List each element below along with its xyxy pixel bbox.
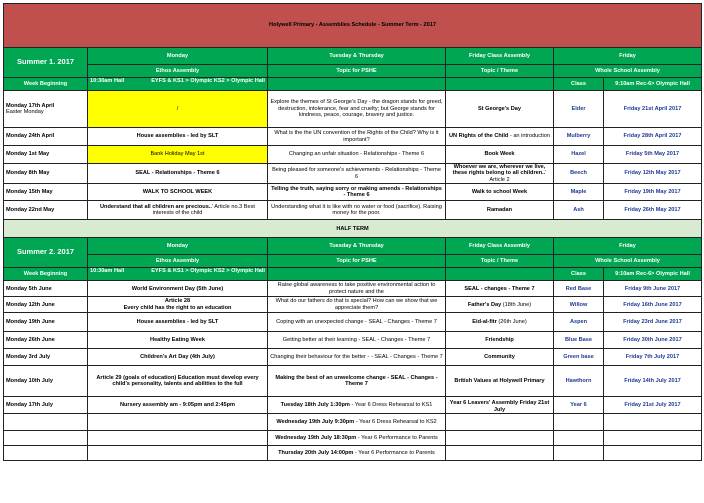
term2-col-monday: Monday [88,238,268,255]
term2-topic-header: Topic / Theme [446,255,554,268]
pshe-cell: What do our fathers do that is special? How can we show that we appreciate them? [268,297,446,313]
half-term-row [4,220,702,238]
week-cell: Monday 19th June [4,313,88,332]
document-title: Holywell Primary - Assemblies Schedule - Summer Term - 2017 [4,4,702,48]
term2-col-tuethu: Tuesday & Thursday [268,238,446,255]
class-cell: Maple [554,184,604,201]
term1-ethos-time-left: 10:30am Hall [90,78,125,84]
pshe-cell: Changing an unfair situation - Relationships - Theme 6 [268,146,446,164]
empty-cell [554,431,604,446]
term2-ethos-header: Ethos Assembly [88,255,268,268]
ethos-cell: SEAL - Relationships - Theme 6 [88,164,268,184]
term1-ethos-header: Ethos Assembly [88,65,268,78]
topic-cell: Walk to school Week [446,184,554,201]
class-cell: Blue Base [554,332,604,349]
table-row [4,349,702,366]
week-cell: Monday 8th May [4,164,88,184]
friday-date-cell: Friday 19th May 2017 [604,184,702,201]
table-row [4,366,702,397]
half-term-label: HALF TERM [4,220,702,238]
pshe-cell: Wednesday 19th July 18:30pm - Year 6 Performance to Parents [268,431,446,446]
ethos-cell: Article 29 (goals of education) Education must develop every child's personality, talents and abilities to the full [88,366,268,397]
week-cell: Monday 1st May [4,146,88,164]
friday-date-cell: Friday 7th July 2017 [604,349,702,366]
term2-subheader-row-2 [4,268,702,281]
friday-date-cell: Friday 16th June 2017 [604,297,702,313]
topic-cell: UN Rights of the Child - an introduction [446,128,554,146]
term1-topic-blank [446,78,554,91]
term2-pshe-header: Topic for PSHE [268,255,446,268]
table-row [4,332,702,349]
topic-cell: Whoever we are, wherever we live, these rights belong to all children..' Article 2 [446,164,554,184]
pshe-cell: Raise global awareness to take positive environmental action to protect nature and the [268,281,446,297]
topic-cell: British Values at Holywell Primary [446,366,554,397]
assemblies-schedule-table [3,3,702,461]
term1-ethos-time-right: EYFS & KS1 > Olympic KS2 > Olympic Hall [151,78,265,84]
term2-ethos-time-right: EYFS & KS1 > Olympic KS2 > Olympic Hall [151,268,265,275]
term2-week-header: Week Beginning [4,268,88,281]
term2-pshe-blank [268,268,446,281]
table-row [4,201,702,220]
empty-cell [604,446,702,461]
term1-pshe-blank [268,78,446,91]
friday-date-cell: Friday 14th July 2017 [604,366,702,397]
ethos-cell: Nursery assembly am - 9:05pm and 2:45pm [88,397,268,414]
empty-cell [88,431,268,446]
table-row [4,313,702,332]
friday-date-cell: Friday 28th April 2017 [604,128,702,146]
week-cell: Monday 3rd July [4,349,88,366]
table-row [4,281,702,297]
class-cell: Willow [554,297,604,313]
term1-col-friday: Friday [554,48,702,65]
term1-class-header: Class [554,78,604,91]
week-cell: Monday 24th April [4,128,88,146]
week-cell: Monday 26th June [4,332,88,349]
pshe-cell: Thursday 20th July 14:00pm - Year 6 Performance to Parents [268,446,446,461]
term2-ethos-time-left: 10:30am Hall [90,268,125,275]
pshe-cell: Telling the truth, saying sorry or making amends - Relationships - Theme 6 [268,184,446,201]
term2-class-header: Class [554,268,604,281]
class-cell: Hawthorn [554,366,604,397]
term1-whole-header: Whole School Assembly [554,65,702,78]
term1-ethos-times [88,78,268,91]
pshe-cell: Understanding what it is like with no water or food (sacrifice). Raising money for the poor. [268,201,446,220]
pshe-cell: What is the the UN convention of the Rights of the Child? Why is it important? [268,128,446,146]
class-cell: Elder [554,91,604,128]
empty-cell [446,446,554,461]
pshe-cell: Wednesday 19th July 9:30pm - Year 6 Dress Rehearsal to KS2 [268,414,446,431]
term1-header-row [4,48,702,65]
schedule-document [3,3,701,500]
friday-date-cell: Friday 30th June 2017 [604,332,702,349]
topic-cell: St George's Day [446,91,554,128]
term1-col-tuethu: Tuesday & Thursday [268,48,446,65]
ethos-cell: Healthy Eating Week [88,332,268,349]
class-cell: Red Base [554,281,604,297]
term1-topic-header: Topic / Theme [446,65,554,78]
term2-whole-header: Whole School Assembly [554,255,702,268]
empty-cell [554,414,604,431]
ethos-cell: Children's Art Day (4th July) [88,349,268,366]
term2-ethos-times [88,268,268,281]
table-row [4,397,702,414]
topic-cell: SEAL - changes - Theme 7 [446,281,554,297]
term2-col-friday: Friday [554,238,702,255]
class-cell: Green base [554,349,604,366]
term1-week-header: Week Beginning [4,78,88,91]
table-row [4,297,702,313]
table-row [4,91,702,128]
topic-cell: Ramadan [446,201,554,220]
term1-subheader-row [4,65,702,78]
table-row [4,128,702,146]
term2-col-friday-class: Friday Class Assembly [446,238,554,255]
ethos-cell: WALK TO SCHOOL WEEK [88,184,268,201]
pshe-cell: Being pleased for someone's achievements - Relationships - Theme 6 [268,164,446,184]
empty-cell [88,414,268,431]
empty-cell [604,414,702,431]
class-cell: Hazel [554,146,604,164]
term2-topic-blank [446,268,554,281]
class-cell: Ash [554,201,604,220]
empty-cell [446,431,554,446]
empty-cell [4,414,88,431]
empty-cell [554,446,604,461]
topic-cell: Book Week [446,146,554,164]
ethos-cell: House assemblies - led by SLT [88,313,268,332]
table-row [4,446,702,461]
empty-cell [4,431,88,446]
topic-cell: Eid-al-fitr (26th June) [446,313,554,332]
week-cell: Monday 22nd May [4,201,88,220]
ethos-cell: Article 28 Every child has the right to an education [88,297,268,313]
week-cell: Monday 12th June [4,297,88,313]
class-cell: Year 6 [554,397,604,414]
table-row [4,146,702,164]
class-cell: Mulberry [554,128,604,146]
week-cell: Monday 17th July [4,397,88,414]
empty-cell [4,446,88,461]
term2-time-header: 9:10am Rec-6> Olympic Hall [604,268,702,281]
table-row [4,414,702,431]
friday-date-cell: Friday 5th May 2017 [604,146,702,164]
ethos-cell: Bank Holiday May 1st [88,146,268,164]
topic-cell: Community [446,349,554,366]
topic-cell: Year 6 Leavers' Assembly Friday 21st July [446,397,554,414]
week-cell: Monday 5th June [4,281,88,297]
empty-cell [604,431,702,446]
pshe-cell: Making the best of an unwelcome change - SEAL - Changes - Theme 7 [268,366,446,397]
pshe-cell: Explore the themes of St George's Day - the dragon stands for greed, destruction, intolerance, fear and cruelty; but George stands for kindness, peace, courage, bravery and justice. [268,91,446,128]
table-row [4,431,702,446]
term1-time-header: 9:10am Rec-6> Olympic Hall [604,78,702,91]
pshe-cell: Tuesday 18th July 1:30pm - Year 6 Dress Rehearsal to KS1 [268,397,446,414]
table-row [4,164,702,184]
ethos-cell: World Environment Day (5th June) [88,281,268,297]
pshe-cell: Getting better at their learning - SEAL - Changes - Theme 7 [268,332,446,349]
class-cell: Beech [554,164,604,184]
week-cell: Monday 10th July [4,366,88,397]
ethos-cell: House assemblies - led by SLT [88,128,268,146]
class-cell: Aspen [554,313,604,332]
friday-date-cell: Friday 21st April 2017 [604,91,702,128]
pshe-cell: Coping with an unexpected change - SEAL - Changes - Theme 7 [268,313,446,332]
pshe-cell: Changing their behaviour for the better - - SEAL - Changes - Theme 7 [268,349,446,366]
friday-date-cell: Friday 26th May 2017 [604,201,702,220]
term1-col-monday: Monday [88,48,268,65]
friday-date-cell: Friday 21st July 2017 [604,397,702,414]
term1-name: Summer 1. 2017 [4,48,88,78]
topic-cell: Father's Day (18th June) [446,297,554,313]
term1-subheader-row-2 [4,78,702,91]
friday-date-cell: Friday 12th May 2017 [604,164,702,184]
term1-col-friday-class: Friday Class Assembly [446,48,554,65]
ethos-cell: Understand that all children are precious..' Article no.3 Best interests of the child [88,201,268,220]
term2-header-row [4,238,702,255]
ethos-cell: / [88,91,268,128]
term1-pshe-header: Topic for PSHE [268,65,446,78]
empty-cell [88,446,268,461]
week-cell: Monday 15th May [4,184,88,201]
term2-subheader-row [4,255,702,268]
week-cell: Monday 17th April Easter Monday [4,91,88,128]
term2-name: Summer 2. 2017 [4,238,88,268]
table-row [4,184,702,201]
topic-cell: Friendship [446,332,554,349]
friday-date-cell: Friday 23rd June 2017 [604,313,702,332]
friday-date-cell: Friday 9th June 2017 [604,281,702,297]
empty-cell [446,414,554,431]
title-row [4,4,702,48]
